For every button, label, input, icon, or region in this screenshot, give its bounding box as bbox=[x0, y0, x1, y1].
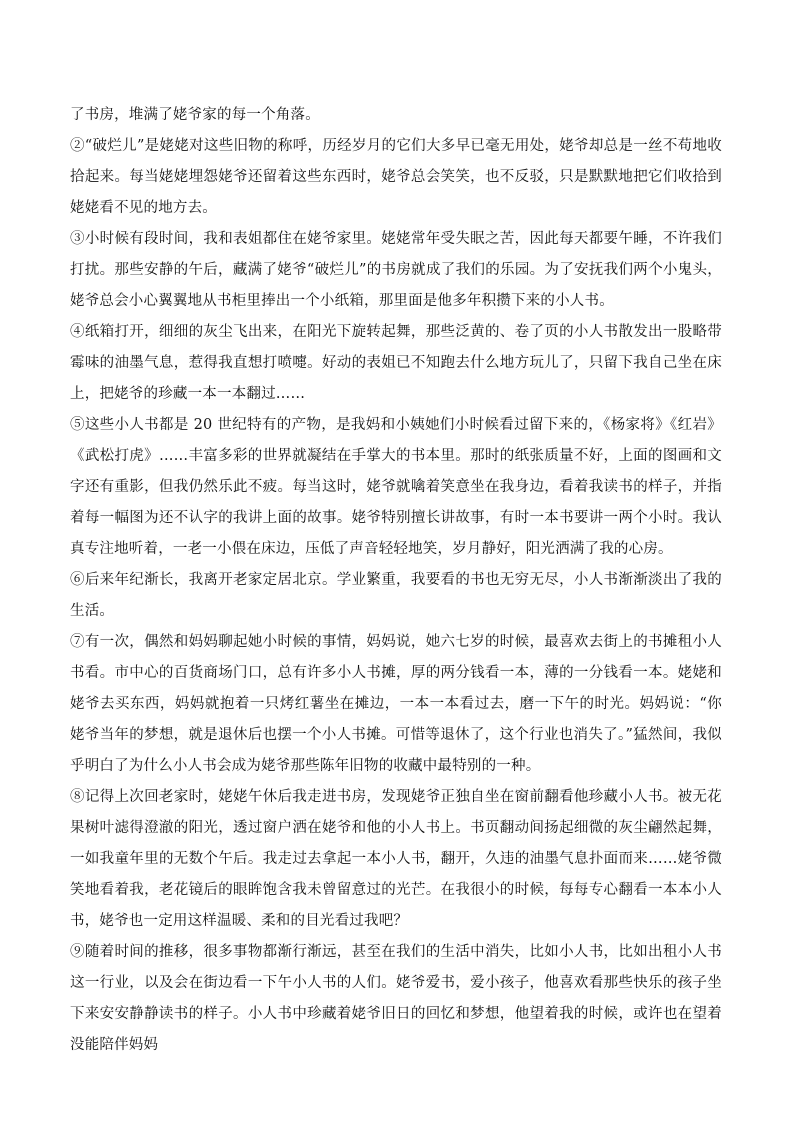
paragraph-3: ③小时候有段时间，我和表姐都住在姥爷家里。姥姥常年受失眠之苦，因此每天都要午睡，不许我们打扰。那些安静的午后，藏满了姥爷“破烂儿”的书房就成了我们的乐园。为了安抚我们两个小鬼头，姥爷总会小心翼翼地从书柜里捧出一个小纸箱，那里面是他多年积攒下来的小人书。 bbox=[70, 231, 722, 309]
paragraph-6: ⑥后来年纪渐长，我离开老家定居北京。学业繁重，我要看的书也无穷无尽，小人书渐渐淡出了我的生活。 bbox=[70, 572, 722, 619]
paragraph-4: ④纸箱打开，细细的灰尘飞出来，在阳光下旋转起舞，那些泛黄的、卷了页的小人书散发出一股略带霉味的油墨气息，惹得我直想打喷嚏。好动的表姐已不知跑去什么地方玩儿了，只留下我自己坐在床上，把姥爷的珍藏一本一本翻过…… bbox=[70, 324, 722, 402]
paragraph-5: ⑤这些小人书都是 20 世纪特有的产物，是我妈和小姨她们小时候看过留下来的，《杨家将》《红岩》《武松打虎》……丰富多彩的世界就凝结在手掌大的书本里。那时的纸张质量不好，上面的图画和文字还有重影，但我仍然乐此不疲。每当这时，姥爷就噙着笑意坐在我身边，看着我读书的样子，并指着每一幅图为还不认字的我讲上面的故事。姥爷特别擅长讲故事，有时一本书要讲一两个小时。我认真专注地听着，一老一小偎在床边，压低了声音轻轻地笑，岁月静好，阳光洒满了我的心房。 bbox=[70, 417, 722, 557]
paragraph-1-continued: 了书房，堆满了姥爷家的每一个角落。 bbox=[70, 107, 320, 123]
paragraph-8: ⑧记得上次回老家时，姥姥午休后我走进书房，发现姥爷正独自坐在窗前翻看他珍藏小人书。被无花果树叶滤得澄澈的阳光，透过窗户洒在姥爷和他的小人书上。书页翻动间扬起细微的灰尘翩然起舞，一如我童年里的无数个午后。我走过去拿起一本小人书，翻开，久违的油墨气息扑面而来……姥爷微笑地看着我，老花镜后的眼眸饱含我未曾留意过的光芒。在我很小的时候，每每专心翻看一本本小人书，姥爷也一定用这样温暖、柔和的目光看过我吧？ bbox=[70, 789, 722, 929]
article-body bbox=[70, 100, 722, 1061]
paragraph-9: ⑨随着时间的推移，很多事物都渐行渐远，甚至在我们的生活中消失，比如小人书，比如出租小人书这一行业，以及会在街边看一下午小人书的人们。姥爷爱书，爱小孩子，他喜欢看那些快乐的孩子坐下来安安静静读书的样子。小人书中珍藏着姥爷旧日的回忆和梦想，他望着我的时候，或许也在望着没能陪伴妈妈 bbox=[70, 944, 722, 1053]
paragraph-7: ⑦有一次，偶然和妈妈聊起她小时候的事情，妈妈说，她六七岁的时候，最喜欢去街上的书摊租小人书看。市中心的百货商场门口，总有许多小人书摊，厚的两分钱看一本，薄的一分钱看一本。姥姥和姥爷去买东西，妈妈就抱着一只烤红薯坐在摊边，一本一本看过去，磨一下午的时光。妈妈说：“你姥爷当年的梦想，就是退休后也摆一个小人书摊。可惜等退休了，这个行业也消失了。”猛然间，我似乎明白了为什么小人书会成为姥爷那些陈年旧物的收藏中最特别的一种。 bbox=[70, 634, 722, 774]
paragraph-2: ②“破烂儿”是姥姥对这些旧物的称呼，历经岁月的它们大多早已毫无用处，姥爷却总是一丝不苟地收拾起来。每当姥姥埋怨姥爷还留着这些东西时，姥爷总会笑笑，也不反驳，只是默默地把它们收拾到姥姥看不见的地方去。 bbox=[70, 138, 722, 216]
